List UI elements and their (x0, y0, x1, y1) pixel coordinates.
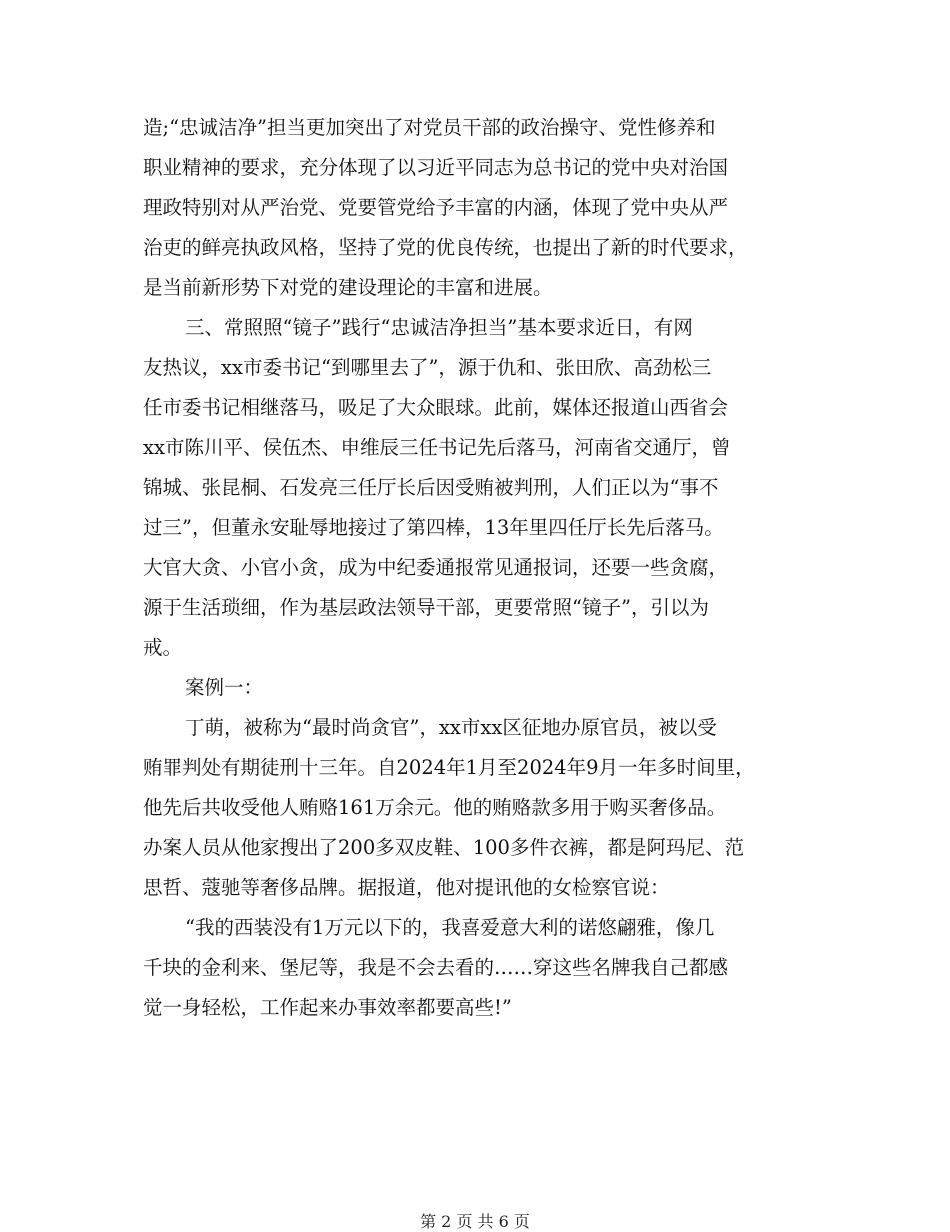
quote-line: 千块的金利来、堡尼等，我是不会去看的……穿这些名牌我自己都感 (143, 956, 729, 979)
text-line: 办案人员从他家搜出了200多双皮鞋、100多件衣裤，都是阿玛尼、范 (143, 836, 744, 859)
text-line: 思哲、蔻驰等奢侈品牌。据报道，他对提讯他的女检察官说： (143, 876, 670, 899)
text-line: 任市委书记相继落马，吸足了大众眼球。此前，媒体还报道山西省会 (143, 396, 729, 419)
document-body (143, 108, 823, 1028)
text-line: 戒。 (143, 636, 183, 659)
text-line: 治吏的鲜亮执政风格，坚持了党的优良传统，也提出了新的时代要求， (143, 236, 748, 259)
text-line: 友热议，xx市委书记“到哪里去了”，源于仇和、张田欣、高劲松三 (143, 356, 712, 379)
quote-line: 觉一身轻松，工作起来办事效率都要高些!” (143, 996, 512, 1019)
text-line: 源于生活琐细，作为基层政法领导干部，更要常照“镜子”，引以为 (143, 596, 709, 619)
text-line: 他先后共收受他人贿赂161万余元。他的贿赂款多用于购买奢侈品。 (143, 796, 727, 819)
text-line: 锦城、张昆桐、石发亮三任厅长后因受贿被判刑，人们正以为“事不 (143, 476, 719, 499)
text-line: 理政特别对从严治党、党要管党给予丰富的内涵，体现了党中央从严 (143, 196, 729, 219)
text-line: 大官大贪、小官小贪，成为中纪委通报常见通报词，还要一些贪腐， (143, 556, 729, 579)
text-line: 职业精神的要求，充分体现了以习近平同志为总书记的党中央对治国 (143, 156, 729, 179)
text-line: 造;“忠诚洁净”担当更加突出了对党员干部的政治操守、党性修养和 (143, 116, 716, 139)
text-line: 贿罪判处有期徒刑十三年。自2024年1月至2024年9月一年多时间里， (143, 756, 755, 779)
text-line: 过三”，但董永安耻辱地接过了第四棒，13年里四任厅长先后落马。 (143, 516, 724, 539)
page-footer: 第 2 页 共 6 页 (420, 1212, 530, 1231)
case-label: 案例一： (185, 676, 264, 699)
quote-line: “我的西装没有1万元以下的，我喜爱意大利的诺悠翩雅，像几 (185, 916, 715, 939)
text-line: 丁萌，被称为“最时尚贪官”，xx市xx区征地办原官员，被以受 (185, 716, 717, 739)
text-line: xx市陈川平、侯伍杰、申维辰三任书记先后落马，河南省交通厅，曾 (143, 436, 731, 459)
section-heading-line: 三、常照照“镜子”践行“忠诚洁净担当”基本要求近日，有网 (185, 316, 693, 339)
text-line: 是当前新形势下对党的建设理论的丰富和进展。 (143, 276, 553, 299)
